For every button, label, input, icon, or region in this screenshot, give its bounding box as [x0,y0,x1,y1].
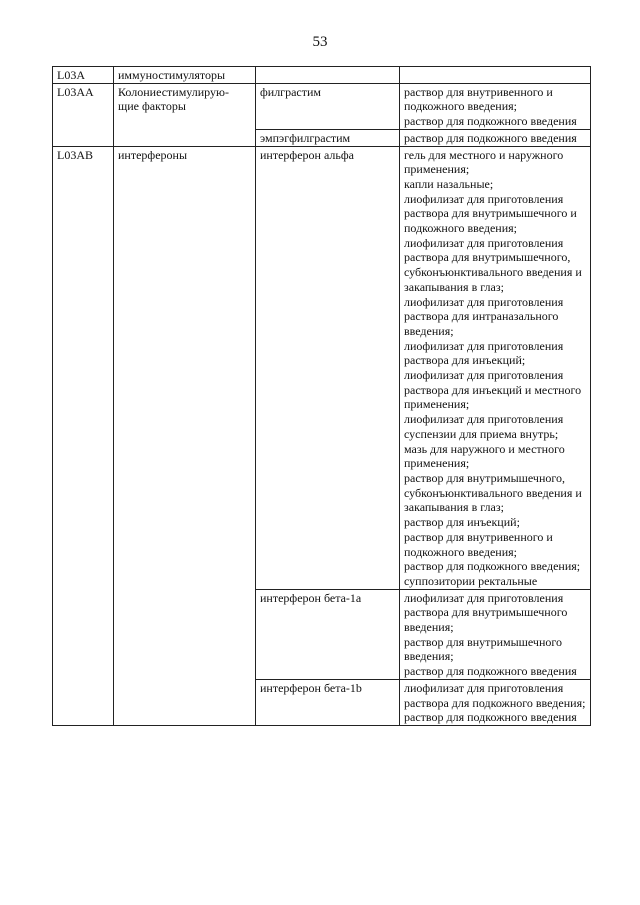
atc-code: L03AA [53,83,114,146]
drug-name: интерферон бета-1а [256,589,400,679]
dosage-form: раствор для подкожного введения [404,710,577,725]
atc-group: интерфероны [114,146,256,725]
drug-name: интерферон бета-1b [256,679,400,725]
atc-group [114,83,256,146]
dosage-form: раствор для внутримышечного введения; [404,634,562,664]
drug-classification-table [52,66,591,726]
dosage-form: лиофилизат для приготовления раствора для инъекций и местного применения; [404,368,582,412]
dosage-form: мазь для наружного и местного применения; [404,441,565,471]
table-row [53,83,591,129]
dosage-form: раствор для подкожного введения [404,664,577,679]
table-row [53,146,591,589]
atc-group: иммуностимуляторы [114,67,256,84]
dosage-forms [400,83,591,129]
atc-code: L03AB [53,146,114,725]
dosage-form: раствор для внутримышечного, субконъюнктивального введения и закапывания в глаз; [404,470,582,515]
dosage-form: раствор для инъекций; [404,515,520,530]
dosage-form: лиофилизат для приготовления раствора для инъекций; [404,338,564,368]
dosage-form: лиофилизат для приготовления суспензии для приема внутрь; [404,412,564,441]
dosage-form: суппозитории ректальные [404,573,538,588]
page-number: 53 [312,34,328,50]
dosage-form: лиофилизат для приготовления раствора для интраназального введения; [404,294,564,338]
dosage-form: раствор для подкожного введения; [404,559,581,574]
drug-name: эмпэгфилграстим [256,129,400,146]
dosage-form: раствор для внутривенного и подкожного введения; [404,84,553,114]
dosage-form: лиофилизат для приготовления раствора для внутримышечного и подкожного введения; [404,191,577,236]
drug-name [256,67,400,84]
dosage-form: раствор для подкожного введения [404,130,577,145]
atc-code: L03A [53,67,114,84]
dosage-form: лиофилизат для приготовления раствора для внутримышечного, субконъюнктивального введения и закапывания в глаз; [404,235,582,294]
drug-name: филграстим [256,83,400,129]
atc-group-text: Колониестимулирую-щие факторы [118,84,229,114]
table-row [53,67,591,84]
dosage-forms [400,679,591,725]
drug-name: интерферон альфа [256,146,400,589]
dosage-form: раствор для подкожного введения [404,114,577,129]
dosage-form: лиофилизат для приготовления раствора для подкожного введения; [404,680,586,710]
dosage-forms [400,146,591,589]
dosage-form: капли назальные; [404,176,494,191]
dosage-form: гель для местного и наружного применения; [404,147,564,177]
dosage-forms [400,589,591,679]
dosage-forms [400,67,591,84]
dosage-form: лиофилизат для приготовления раствора для внутримышечного введения; [404,590,568,635]
dosage-forms [400,129,591,146]
dosage-form: раствор для внутривенного и подкожного введения; [404,529,553,559]
